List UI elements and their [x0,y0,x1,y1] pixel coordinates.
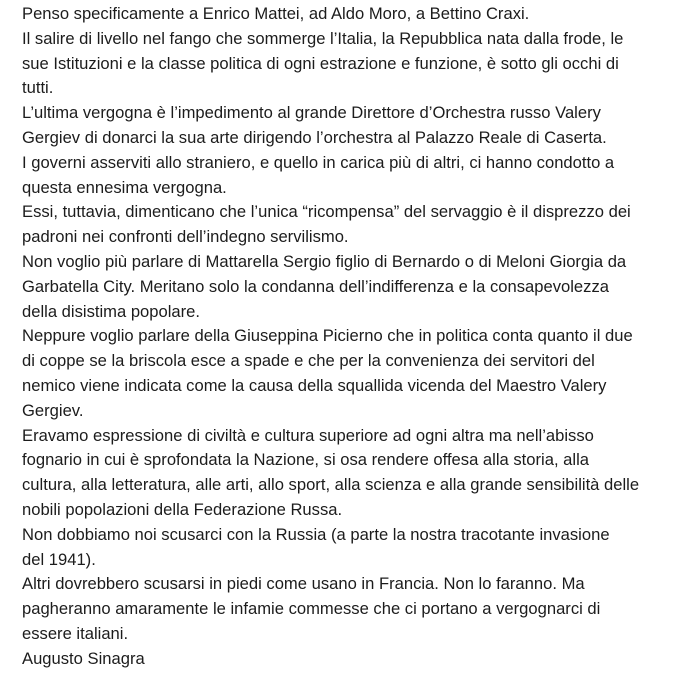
text-line: nobili popolazioni della Federazione Russa. [22,499,343,519]
text-line: L’ultima vergogna è l’impedimento al grande Direttore d’Orchestra russo Valery [22,103,601,123]
paragraph-5 [22,200,674,250]
paragraph-10 [22,572,674,646]
text-line: del 1941). [22,549,96,569]
paragraph-4 [22,151,674,201]
paragraph-8 [22,424,674,523]
text-line: I governi asserviti allo straniero, e quello in carica più di altri, ci hanno condotto a [22,152,615,172]
paragraph-6 [22,250,674,324]
paragraph-3 [22,101,674,151]
text-line: nemico viene indicata come la causa della squallida vicenda del Maestro Valery [22,375,607,395]
text-line: Neppure voglio parlare della Giuseppina Picierno che in politica conta quanto il due [22,326,633,346]
text-line: Altri dovrebbero scusarsi in piedi come usano in Francia. Non lo faranno. Ma [22,574,585,594]
text-line: Garbatella City. Meritano solo la condanna dell’indifferenza e la consapevolezza [22,276,609,296]
paragraph-2 [22,27,674,101]
text-line: Gergiev. [22,400,84,420]
text-line: Essi, tuttavia, dimenticano che l’unica “ricompensa” del servaggio è il disprezzo dei [22,202,631,222]
paragraph-1 [22,2,674,27]
paragraph-7 [22,324,674,423]
text-line: sue Istituzioni e la classe politica di ogni estrazione e funzione, è sotto gli occhi di [22,53,619,73]
document-body [22,2,674,672]
text-line: padroni nei confronti dell’indegno servilismo. [22,227,349,247]
text-line: fognario in cui è sprofondata la Nazione, si osa rendere offesa alla storia, alla [22,450,589,470]
text-line: Non voglio più parlare di Mattarella Sergio figlio di Bernardo o di Meloni Giorgia da [22,251,627,271]
paragraph-9 [22,523,674,573]
signature [22,647,674,672]
text-line: cultura, alla letteratura, alle arti, allo sport, alla scienza e alla grande sensibilità delle [22,475,640,495]
text-line: Eravamo espressione di civiltà e cultura superiore ad ogni altra ma nell’abisso [22,425,594,445]
signature-text: Augusto Sinagra [22,648,145,668]
text-line: essere italiani. [22,623,129,643]
text-line: questa ennesima vergogna. [22,177,227,197]
text-line: tutti. [22,78,54,98]
text-line: Penso specificamente a Enrico Mattei, ad Aldo Moro, a Bettino Craxi. [22,4,530,23]
text-line: Il salire di livello nel fango che sommerge l’Italia, la Repubblica nata dalla frode, le [22,28,624,48]
text-line: pagheranno amaramente le infamie commesse che ci portano a vergognarci di [22,599,601,619]
text-line: Non dobbiamo noi scusarci con la Russia (a parte la nostra tracotante invasione [22,524,610,544]
text-line: della disistima popolare. [22,301,201,321]
text-line: di coppe se la briscola esce a spade e che per la convenienza dei servitori del [22,351,595,371]
text-line: Gergiev di donarci la sua arte dirigendo l’orchestra al Palazzo Reale di Caserta. [22,127,607,147]
